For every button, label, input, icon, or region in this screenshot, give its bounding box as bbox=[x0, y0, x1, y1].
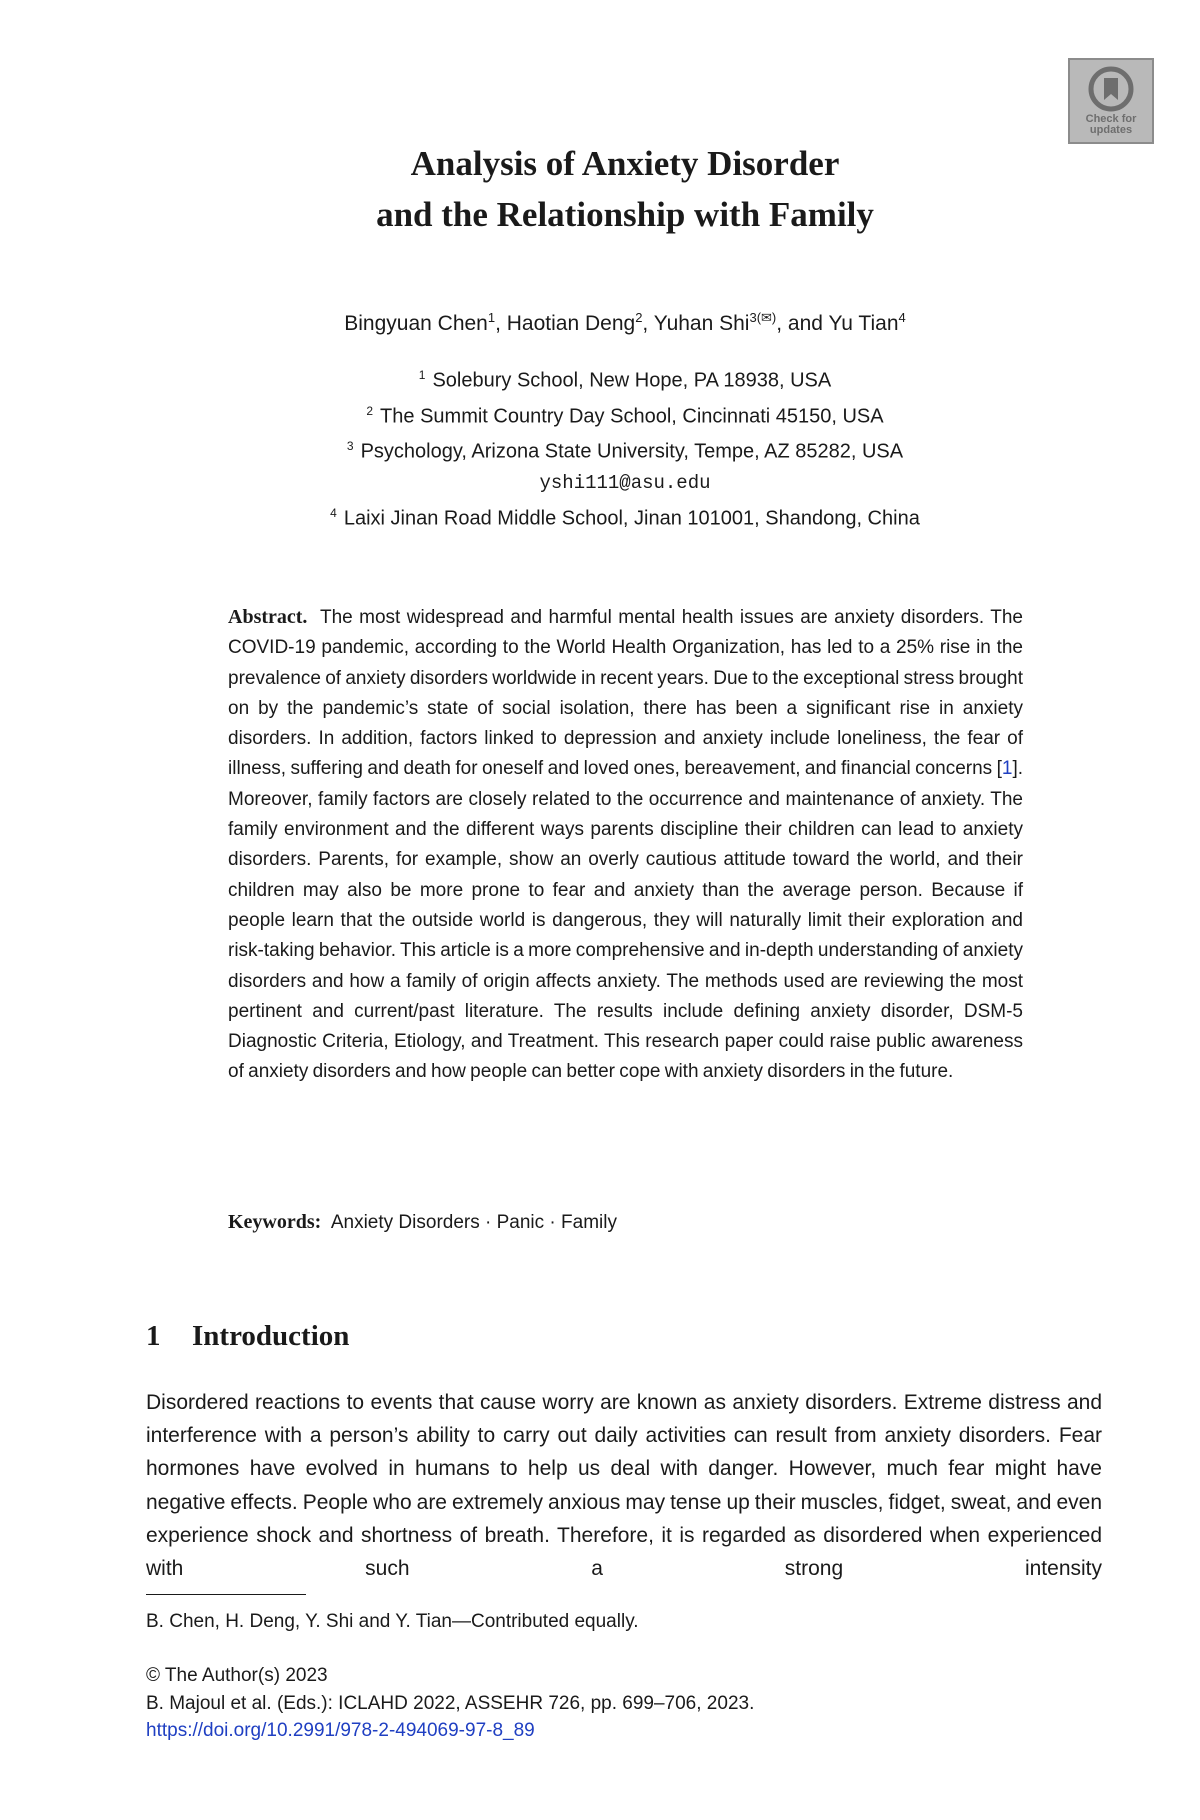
affiliation-item: $^2$ The Summit Country Day School, Cincinnati 45150, USA bbox=[366, 403, 884, 428]
section-number: 1 bbox=[146, 1320, 161, 1352]
citation-link[interactable]: 1 bbox=[1001, 758, 1013, 780]
intro-paragraph: Disordered reactions to events that cause worry are known as anxiety disorders. Extreme distress and interference with a person’s ability to carry out daily activities can result from anxiety disorders. Fear hormones have evolved in humans to help us deal with danger. However, much fear might have negative effects. People who are extremely anxious may tense up their muscles, fidget, sweat, and even experience shock and shortness of breath. Therefore, it is regarded as disordered when experienced with such a strong intensity bbox=[146, 1391, 1102, 1581]
affiliation-item: $^4$ Laixi Jinan Road Middle School, Jinan 101001, Shandong, China bbox=[330, 505, 920, 530]
citation-line: B. Majoul et al. (Eds.): ICLAHD 2022, ASSEHR 726, pp. 699–706, 2023. bbox=[146, 1692, 755, 1714]
author-name: Bingyuan Chen bbox=[344, 312, 488, 335]
author-name: Yu Tian bbox=[828, 312, 899, 335]
footnote: B. Chen, H. Deng, Y. Shi and Y. Tian—Contributed equally. bbox=[146, 1611, 639, 1632]
abstract bbox=[228, 602, 1023, 1088]
abstract-text-cont: ]. Moreover, family factors are closely related to the occurrence and maintenance of anxiety. The family environment and the different ways parents discipline their children can lead to anxiety disorders. Parents, for example, show an overly cautious attitude toward the world, and their children may also be more prone to fear and anxiety than the average person. Because if people learn that the outside world is dangerous, they will naturally limit their exploration and risk-taking behavior. This article is a more comprehensive and in-depth understanding of anxiety disorders and how a family of origin affects anxiety. The methods used are reviewing the most pertinent and current/past literature. The results include defining anxiety disorder, DSM-5 Diagnostic Criteria, Etiology, and Treatment. This research paper could raise public awareness of anxiety disorders and how people can better cope with anxiety disorders in the future. bbox=[228, 758, 1023, 1083]
author-sup: 4 bbox=[898, 310, 906, 325]
affiliation-item: $^1$ Solebury School, New Hope, PA 18938, USA bbox=[418, 368, 832, 392]
author-email[interactable]: yshi111@asu.edu bbox=[539, 471, 711, 494]
keywords bbox=[228, 1207, 1023, 1238]
abstract-label: Abstract. bbox=[228, 606, 308, 628]
title-line-1: Analysis of Anxiety Disorder bbox=[410, 144, 840, 183]
publication-info bbox=[146, 1662, 754, 1745]
footnote-rule bbox=[146, 1594, 306, 1595]
author-sup: 1 bbox=[487, 310, 496, 325]
keywords-text: Anxiety Disorders · Panic · Family bbox=[330, 1212, 617, 1233]
author-sup: 2 bbox=[635, 310, 643, 325]
check-for-updates-label: Check for updates bbox=[1085, 113, 1137, 136]
author-name: Yuhan Shi bbox=[653, 312, 750, 335]
author-sup: 3(✉) bbox=[749, 310, 777, 325]
bookmark-icon bbox=[1088, 66, 1134, 112]
abstract-text: The most widespread and harmful mental health issues are anxiety disorders. The COVID-19 pandemic, according to the World Health Organization, has led to a 25% rise in the prevalence of anxiety disorders worldwide in recent years. Due to the exceptional stress brought on by the pandemic’s state of social isolation, there has been a significant rise in anxiety disorders. In addition, factors linked to depression and anxiety include loneliness, the fear of illness, suffering and death for oneself and loved ones, bereavement, and financial concerns [ bbox=[228, 607, 1023, 780]
section-heading bbox=[146, 1316, 349, 1356]
author-name: Haotian Deng bbox=[506, 312, 636, 335]
check-for-updates-badge[interactable] bbox=[1068, 58, 1154, 144]
affiliation-item: $^3$ Psychology, Arizona State University, Tempe, AZ 85282, USA bbox=[346, 439, 904, 463]
affiliation-list bbox=[0, 360, 1200, 534]
title-line-2: and the Relationship with Family bbox=[376, 195, 874, 234]
doi-link[interactable]: https://doi.org/10.2991/978-2-494069-97-8_89 bbox=[146, 1720, 535, 1741]
copyright: © The Author(s) 2023 bbox=[146, 1665, 328, 1686]
author-list: Bingyuan Chen$^1$, Haotian Deng$^2$, Yuhan Shi$^{3(✉)}$, and Yu Tian$^4$ bbox=[344, 310, 906, 335]
paper-title bbox=[0, 138, 1200, 240]
section-title: Introduction bbox=[192, 1320, 350, 1352]
keywords-label: Keywords: bbox=[228, 1211, 322, 1233]
